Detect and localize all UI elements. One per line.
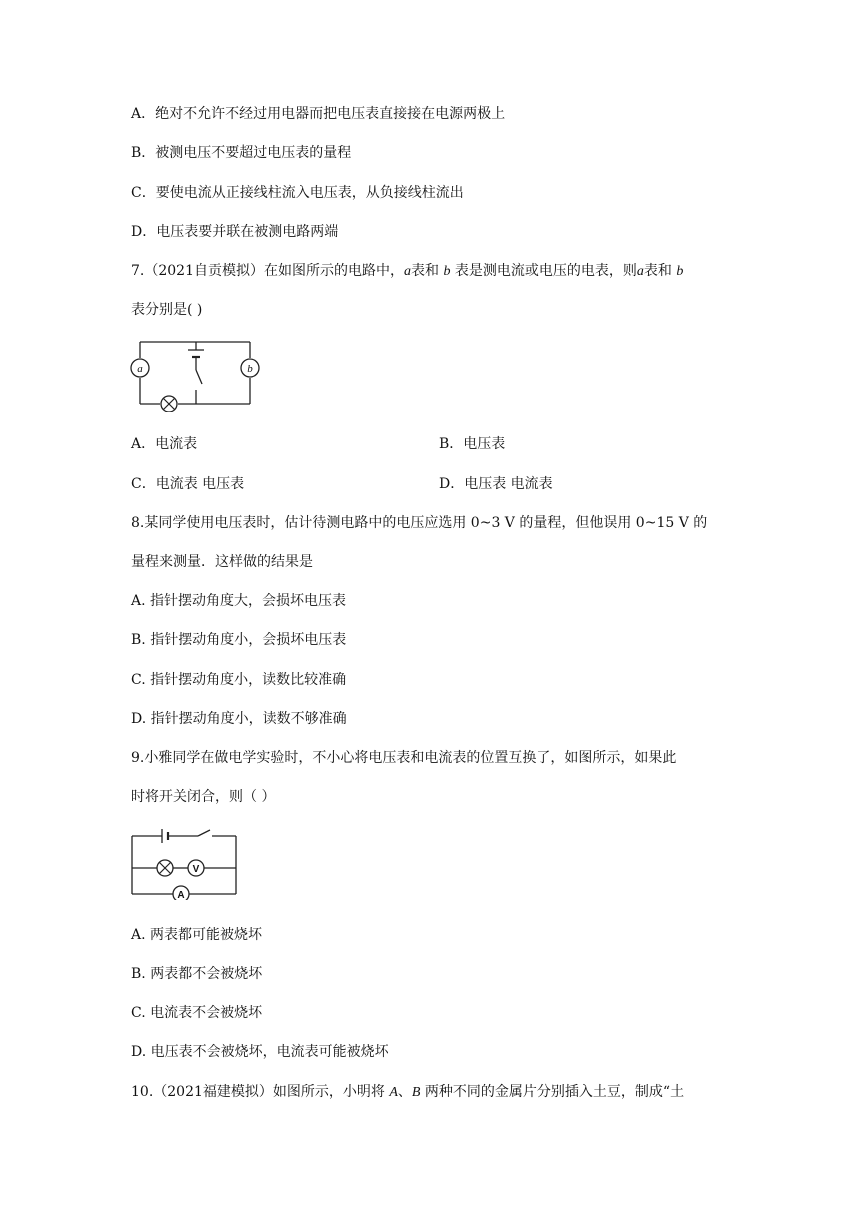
q9-option-c: C. 电流表不会被烧坏: [131, 1005, 263, 1021]
svg-text:a: a: [137, 363, 143, 375]
q8-option-a: A. 指针摆动角度大，会损坏电压表: [131, 593, 347, 609]
ammeter-icon: [173, 886, 189, 900]
svg-text:A: A: [177, 890, 185, 900]
q8-stem-line1: 8.某同学使用电压表时，估计待测电路中的电压应选用 0~3 V 的量程，但他误用 0~15 V 的: [131, 515, 708, 531]
q9-stem-line1: 9.小雅同学在做电学实验时，不小心将电压表和电流表的位置互换了，如图所示，如果此: [131, 750, 677, 766]
q8-stem-line2: 量程来测量．这样做的结果是: [131, 554, 313, 570]
q7-stem-line2: 表分别是( ): [131, 302, 203, 318]
q6-option-b: B．被测电压不要超过电压表的量程: [131, 145, 352, 161]
q7-option-a: A．电流表: [131, 436, 198, 452]
q8-option-d: D. 指针摆动角度小，读数不够准确: [131, 711, 347, 727]
lamp-icon: [157, 860, 173, 876]
q7-option-d: D．电压表 电流表: [439, 476, 553, 492]
svg-text:V: V: [192, 864, 200, 875]
q6-option-c: C．要使电流从正接线柱流入电压表，从负接线柱流出: [131, 185, 464, 201]
meter-b-icon: [241, 359, 259, 377]
q8-option-c: C. 指针摆动角度小，读数比较准确: [131, 672, 347, 688]
q7-circuit-diagram: [126, 336, 262, 412]
lamp-icon: [161, 396, 177, 412]
q6-option-a: A．绝对不允许不经过用电器而把电压表直接接在电源两极上: [131, 106, 506, 122]
q9-option-b: B. 两表都不会被烧坏: [131, 966, 263, 982]
svg-text:b: b: [247, 363, 253, 375]
q9-stem-line2: 时将开关闭合，则（ ）: [131, 789, 276, 805]
q6-option-d: D．电压表要并联在被测电路两端: [131, 224, 339, 240]
q8-option-b: B. 指针摆动角度小，会损坏电压表: [131, 632, 347, 648]
q9-option-d: D. 电压表不会被烧坏，电流表可能被烧坏: [131, 1044, 389, 1060]
q9-option-a: A. 两表都可能被烧坏: [131, 927, 263, 943]
q10-stem-line1: 10.（2021福建模拟）如图所示，小明将 A、B 两种不同的金属片分别插入土豆，制成“土: [131, 1084, 685, 1100]
q7-stem-line1: 7.（2021自贡模拟）在如图所示的电路中，a表和 b 表是测电流或电压的电表，则a表和 b: [131, 263, 684, 279]
voltmeter-icon: [188, 860, 204, 876]
q7-option-b: B．电压表: [439, 436, 506, 452]
meter-a-icon: [131, 359, 149, 377]
q9-circuit-diagram: [128, 826, 240, 900]
q7-option-c: C．电流表 电压表: [131, 476, 245, 492]
